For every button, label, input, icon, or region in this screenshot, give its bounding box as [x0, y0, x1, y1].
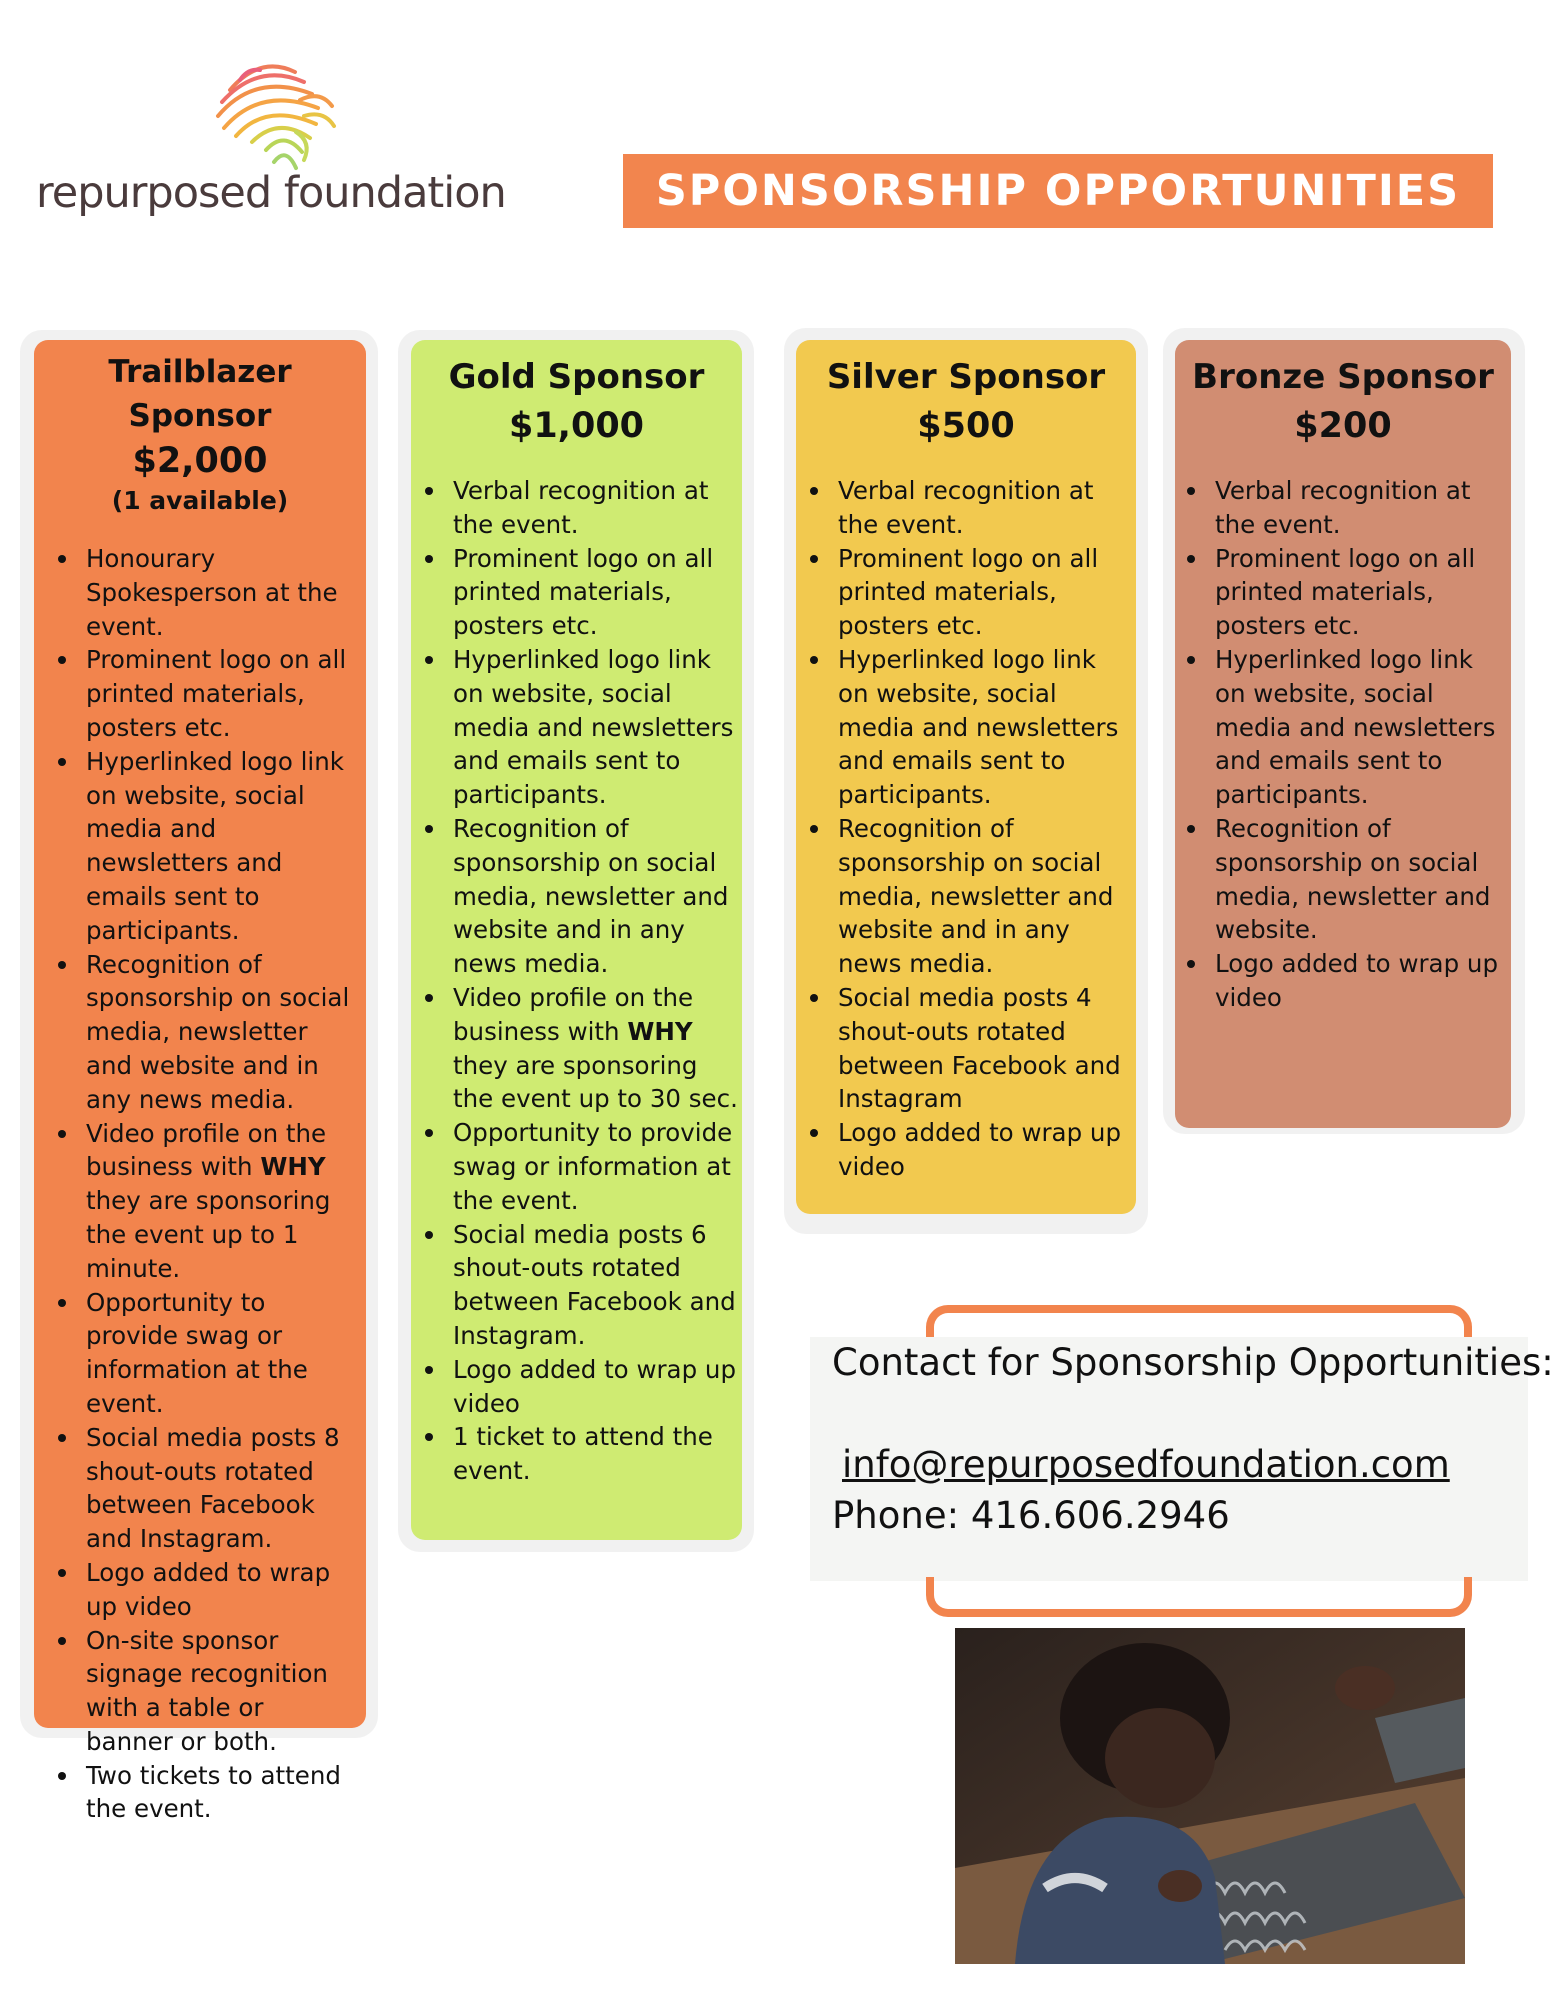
benefit-item: Recognition of sponsorship on social media, newsletter and website.	[1215, 812, 1505, 947]
benefit-item: Verbal recognition at the event.	[1215, 474, 1505, 542]
tier-name: Trailblazer Sponsor	[108, 354, 292, 434]
contact-phone: Phone: 416.606.2946	[832, 1494, 1230, 1537]
benefit-item: Two tickets to attend the event.	[86, 1759, 358, 1827]
why-emphasis: WHY	[627, 1016, 693, 1046]
benefit-item: Video profile on the business with WHY they are sponsoring the event up to 30 sec.	[453, 981, 738, 1116]
benefits-list	[1175, 474, 1511, 1015]
benefit-item: On-site sponsor signage recognition with a table or banner or both.	[86, 1624, 358, 1759]
tier-header	[34, 350, 366, 518]
contact-box	[810, 1337, 1554, 1581]
tier-header	[1175, 354, 1511, 452]
contact-heading: Contact for Sponsorship Opportunities:	[832, 1341, 1554, 1384]
child-writing-photo	[955, 1628, 1465, 1964]
benefit-item: Hyperlinked logo link on website, social media and newsletters and emails sent to participants.	[86, 745, 358, 948]
benefit-item: Honourary Spokesperson at the event.	[86, 542, 358, 643]
benefit-item: Hyperlinked logo link on website, social media and newsletters and emails sent to participants.	[453, 643, 738, 812]
benefit-item: Social media posts 6 shout-outs rotated between Facebook and Instagram.	[453, 1218, 738, 1353]
contact-bracket-bottom	[926, 1577, 1472, 1617]
silver-sponsor-card	[796, 340, 1136, 1214]
benefits-list	[796, 474, 1136, 1184]
tier-name: Silver Sponsor	[826, 357, 1106, 397]
benefit-item: Hyperlinked logo link on website, social media and newsletters and emails sent to participants.	[1215, 643, 1505, 812]
benefit-item: 1 ticket to attend the event.	[453, 1420, 738, 1488]
benefit-item: Social media posts 8 shout-outs rotated between Facebook and Instagram.	[86, 1421, 358, 1556]
tier-name: Gold Sponsor	[448, 357, 705, 397]
tier-price: $200	[1294, 406, 1392, 446]
benefit-item: Recognition of sponsorship on social media, newsletter and website and in any news media.	[838, 812, 1132, 981]
tier-price: $2,000	[132, 441, 268, 481]
benefits-list	[34, 542, 366, 1826]
tier-price: $1,000	[508, 406, 645, 446]
bronze-sponsor-card	[1175, 340, 1511, 1128]
tier-name: Bronze Sponsor	[1192, 357, 1494, 397]
gold-sponsor-card	[411, 340, 742, 1540]
tier-header	[796, 354, 1136, 452]
benefit-item: Social media posts 4 shout-outs rotated between Facebook and Instagram	[838, 981, 1132, 1116]
why-emphasis: WHY	[260, 1152, 326, 1182]
benefits-list	[411, 474, 742, 1488]
benefit-item: Recognition of sponsorship on social media, newsletter and website and in any news media.	[86, 948, 358, 1117]
child-writing-photo-icon	[955, 1628, 1465, 1964]
benefit-item: Prominent logo on all printed materials, posters etc.	[453, 542, 738, 643]
benefit-item: Logo added to wrap up video	[453, 1353, 738, 1421]
tier-price: $500	[917, 406, 1015, 446]
benefit-item: Recognition of sponsorship on social media, newsletter and website and in any news media.	[453, 812, 738, 981]
benefit-item: Hyperlinked logo link on website, social media and newsletters and emails sent to participants.	[838, 643, 1132, 812]
benefit-item: Prominent logo on all printed materials, posters etc.	[1215, 542, 1505, 643]
contact-email-link[interactable]: info@repurposedfoundation.com	[842, 1443, 1450, 1486]
benefit-item: Verbal recognition at the event.	[838, 474, 1132, 542]
tier-availability: (1 available)	[111, 486, 289, 515]
benefit-item: Prominent logo on all printed materials, posters etc.	[86, 643, 358, 744]
logo	[30, 50, 506, 240]
benefit-item: Opportunity to provide swag or information at the event.	[453, 1116, 738, 1217]
benefit-item: Logo added to wrap up video	[86, 1556, 358, 1624]
benefit-item: Opportunity to provide swag or information at the event.	[86, 1286, 358, 1421]
trailblazer-sponsor-card	[34, 340, 366, 1824]
africa-fingerprint-logo-icon	[200, 50, 350, 180]
benefit-item: Video profile on the business with WHY they are sponsoring the event up to 1 minute.	[86, 1117, 358, 1286]
tier-header	[411, 354, 742, 452]
logo-text: repurposed foundation	[36, 168, 506, 218]
benefit-item: Prominent logo on all printed materials, posters etc.	[838, 542, 1132, 643]
benefit-item: Verbal recognition at the event.	[453, 474, 738, 542]
page-title: SPONSORSHIP OPPORTUNITIES	[623, 154, 1493, 228]
benefit-item: Logo added to wrap up video	[838, 1116, 1132, 1184]
benefit-item: Logo added to wrap up video	[1215, 947, 1505, 1015]
